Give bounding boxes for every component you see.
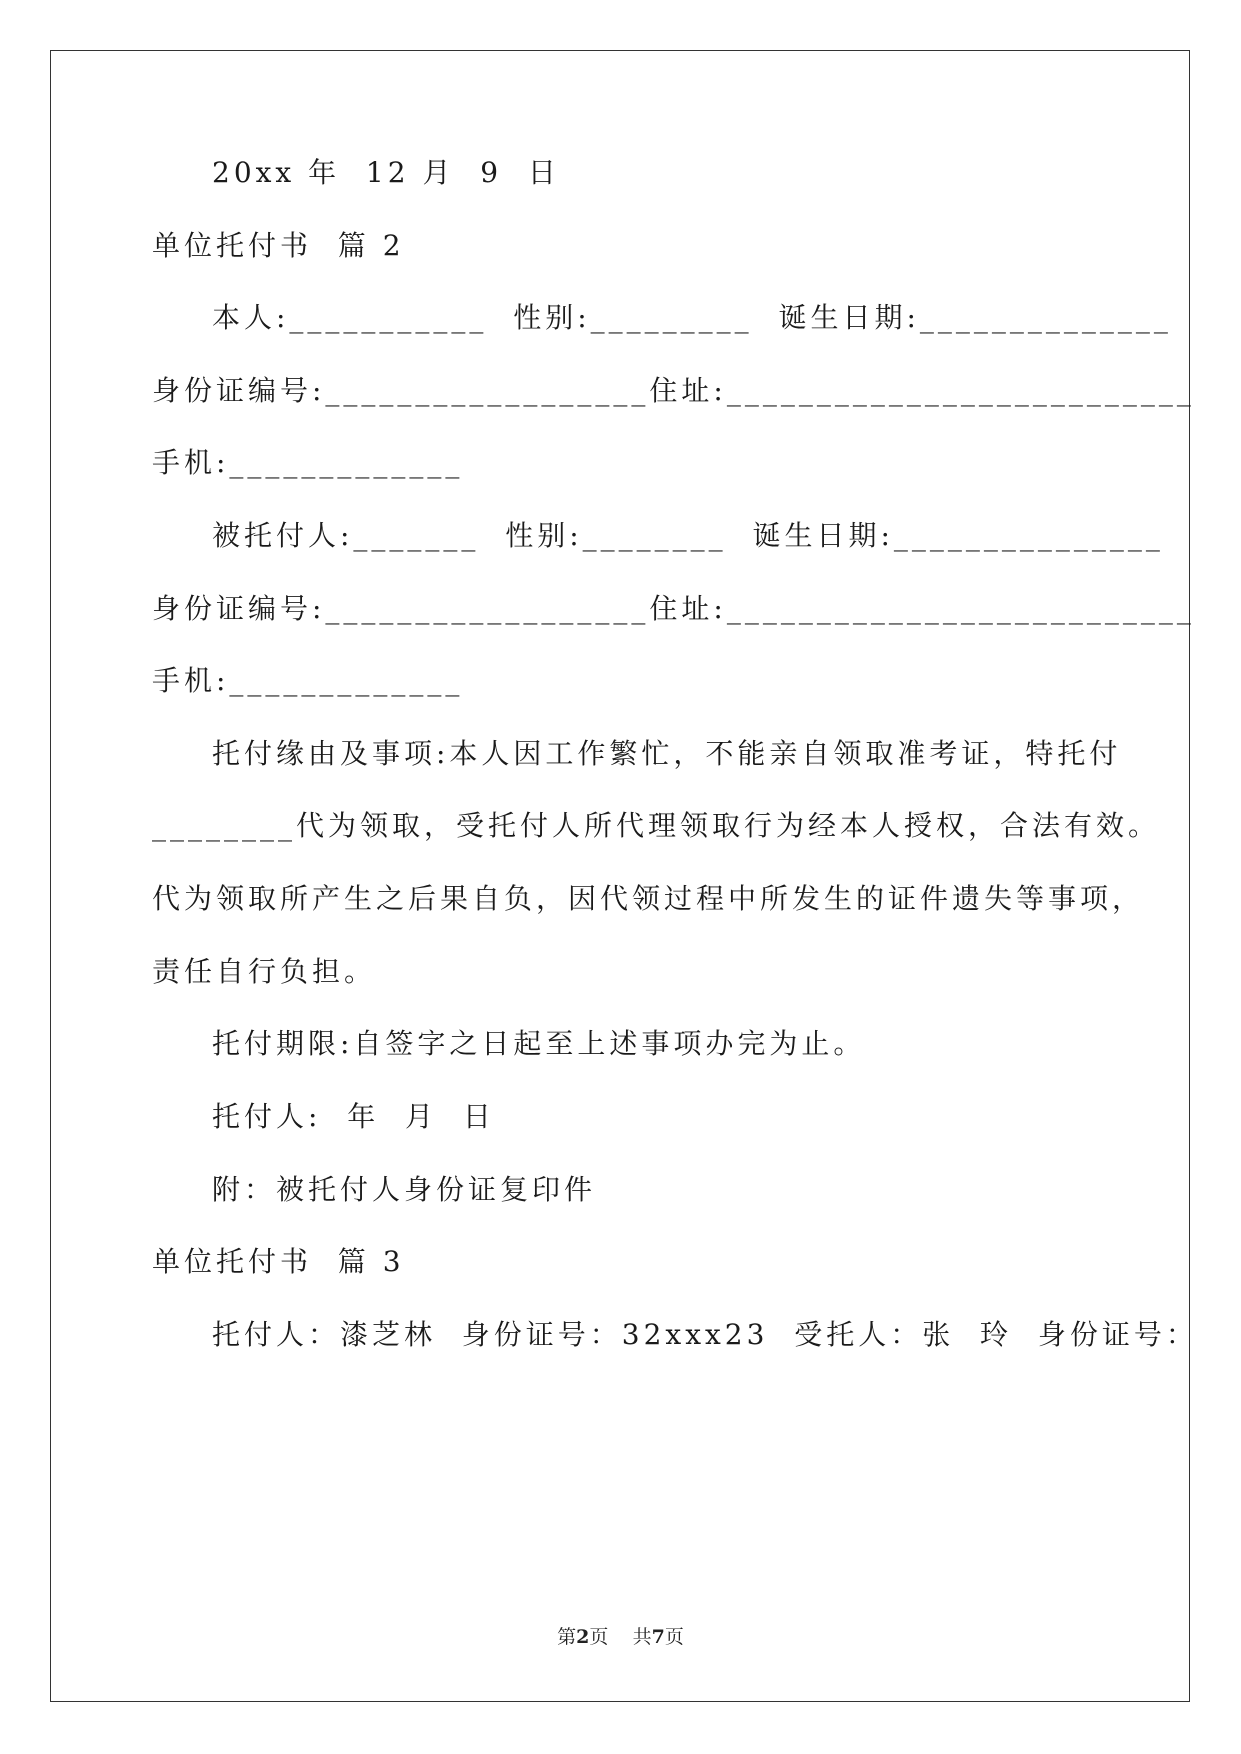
footer-page-number: 2 bbox=[576, 1626, 590, 1648]
page-footer bbox=[0, 1622, 1241, 1649]
principal-agent-line: 托付人：漆芝林 身份证号：32xxx23 受托人：张 玲 身份证号： bbox=[212, 1318, 1198, 1351]
agent-phone-line: 手机:_____________ bbox=[152, 664, 464, 697]
date-line: 20xx 年 12 月 9 日 bbox=[212, 156, 560, 189]
agent-info-line: 被托付人:_______ 性别:________ 诞生日期:_______________ bbox=[212, 519, 1164, 552]
footer-suffix: 页 bbox=[664, 1626, 684, 1648]
reason-paragraph-line-3: 代为领取所产生之后果自负，因代领过程中所发生的证件遗失等事项， bbox=[152, 882, 1145, 915]
section-heading-3: 单位托付书 篇 3 bbox=[152, 1245, 405, 1278]
principal-phone-line: 手机:_____________ bbox=[152, 446, 464, 479]
section-heading-2: 单位托付书 篇 2 bbox=[152, 229, 405, 262]
reason-paragraph-line-4: 责任自行负担。 bbox=[152, 955, 377, 988]
principal-info-line: 本人:___________ 性别:_________ 诞生日期:______________ bbox=[212, 301, 1172, 334]
footer-total-pages: 7 bbox=[651, 1626, 665, 1648]
principal-id-address-line: 身份证编号:__________________住址:__________________________ bbox=[152, 374, 1195, 407]
term-line: 托付期限:自签字之日起至上述事项办完为止。 bbox=[212, 1027, 866, 1060]
footer-middle: 页 共 bbox=[589, 1626, 652, 1648]
reason-paragraph-line-1: 托付缘由及事项:本人因工作繁忙，不能亲自领取准考证，特托付 bbox=[212, 737, 1122, 770]
attachment-line: 附：被托付人身份证复印件 bbox=[212, 1173, 597, 1206]
reason-paragraph-line-2: ________代为领取，受托付人所代理领取行为经本人授权，合法有效。 bbox=[152, 809, 1161, 842]
agent-id-address-line: 身份证编号:__________________住址:__________________________ bbox=[152, 592, 1195, 625]
signature-date-line: 托付人: 年 月 日 bbox=[212, 1100, 495, 1133]
footer-prefix: 第 bbox=[557, 1626, 577, 1648]
